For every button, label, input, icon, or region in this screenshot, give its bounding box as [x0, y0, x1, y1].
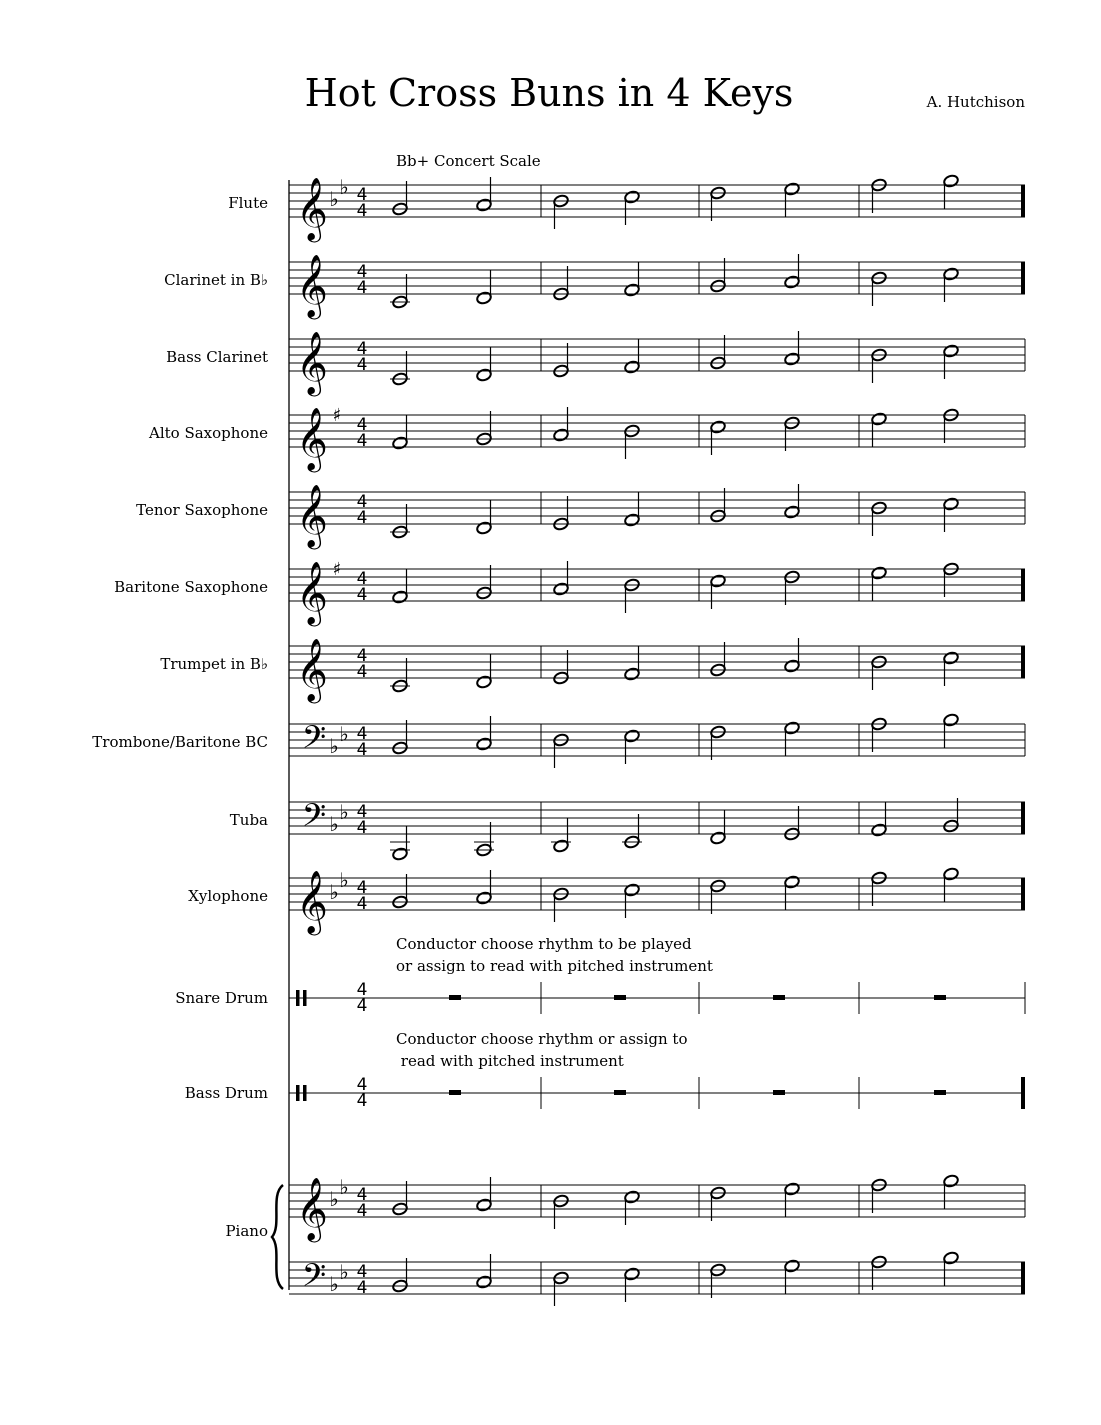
half-note-head	[624, 1267, 641, 1281]
flat-icon: ♭	[339, 800, 349, 824]
half-note-head	[476, 675, 493, 689]
time-sig-bottom: 4	[356, 201, 368, 221]
bass-clef-icon: 𝄢	[301, 719, 327, 763]
half-note-head	[943, 1251, 960, 1265]
half-note-head	[943, 174, 960, 188]
treble-clef-icon: 𝄞	[296, 407, 328, 470]
whole-rest	[934, 995, 946, 1000]
half-note-head	[476, 891, 493, 905]
time-sig-top: 4	[356, 646, 368, 666]
music-notation	[272, 174, 1025, 1306]
whole-rest	[614, 1090, 626, 1095]
sharp-icon: ♯	[332, 559, 342, 580]
half-note-head	[392, 847, 409, 861]
time-sig-top: 4	[356, 802, 368, 822]
time-sig-bottom: 4	[356, 1278, 368, 1298]
half-note-head	[392, 590, 409, 604]
bass-drum-instruction-line2: read with pitched instrument	[396, 1052, 624, 1070]
time-sig-bottom: 4	[356, 818, 368, 838]
time-sig-top: 4	[356, 492, 368, 512]
snare-instruction-line2: or assign to read with pitched instrument	[396, 957, 713, 975]
half-note-head	[943, 267, 960, 281]
time-sig-bottom: 4	[356, 431, 368, 451]
half-note-head	[624, 729, 641, 743]
half-note-head	[624, 667, 641, 681]
treble-clef-icon: 𝄞	[296, 561, 328, 624]
percussion-clef	[296, 990, 300, 1006]
time-sig-bottom: 4	[356, 996, 368, 1016]
label-bass-drum: Bass Drum	[184, 1084, 268, 1102]
half-note-head	[943, 713, 960, 727]
tempo-text: Bb+ Concert Scale	[396, 152, 541, 170]
time-sig-top: 4	[356, 1075, 368, 1095]
half-note-head	[624, 283, 641, 297]
flat-icon: ♭	[339, 1175, 349, 1199]
half-note-head	[624, 190, 641, 204]
whole-rest	[773, 1090, 785, 1095]
time-sig-bottom: 4	[356, 508, 368, 528]
label-bass-clarinet: Bass Clarinet	[166, 348, 268, 366]
label-clarinet: Clarinet in B♭	[164, 271, 268, 289]
treble-clef-icon: 𝄞	[296, 870, 328, 933]
half-note-head	[476, 521, 493, 535]
half-note-head	[710, 420, 727, 434]
half-note-head	[476, 291, 493, 305]
half-note-head	[553, 839, 570, 853]
final-bar-line	[1021, 185, 1025, 217]
half-note-head	[553, 582, 570, 596]
label-trumpet: Trumpet in B♭	[160, 655, 268, 673]
flat-icon: ♭	[329, 1187, 339, 1211]
composer: A. Hutchison	[926, 93, 1025, 111]
flat-icon: ♭	[329, 880, 339, 904]
label-flute: Flute	[228, 194, 268, 212]
flat-icon: ♭	[329, 812, 339, 836]
half-note-head	[624, 1190, 641, 1204]
half-note-head	[710, 831, 727, 845]
half-note-head	[784, 659, 801, 673]
time-sig-bottom: 4	[356, 740, 368, 760]
half-note-head	[943, 651, 960, 665]
treble-clef-icon: 𝄞	[296, 331, 328, 394]
final-bar-line	[1021, 1077, 1025, 1109]
whole-rest	[449, 1090, 461, 1095]
final-bar-line	[1021, 1262, 1025, 1294]
time-sig-bottom: 4	[356, 662, 368, 682]
final-bar-line	[1021, 802, 1025, 834]
half-note-head	[943, 497, 960, 511]
half-note-head	[392, 436, 409, 450]
time-sig-top: 4	[356, 1185, 368, 1205]
half-note-head	[476, 1198, 493, 1212]
flat-icon: ♭	[339, 175, 349, 199]
half-note-head	[476, 1275, 493, 1289]
treble-clef-icon: 𝄞	[296, 177, 328, 240]
bass-clef-icon: 𝄢	[301, 1257, 327, 1301]
half-note-head	[943, 867, 960, 881]
flat-icon: ♭	[329, 734, 339, 758]
bass-clef-icon: 𝄢	[301, 797, 327, 841]
flat-icon: ♭	[329, 187, 339, 211]
half-note-head	[943, 344, 960, 358]
time-sig-top: 4	[356, 185, 368, 205]
time-sig-bottom: 4	[356, 355, 368, 375]
half-note-head	[476, 737, 493, 751]
label-baritone-sax: Baritone Saxophone	[114, 578, 268, 596]
half-note-head	[784, 182, 801, 196]
time-sig-top: 4	[356, 980, 368, 1000]
treble-clef-icon: 𝄞	[296, 484, 328, 547]
final-bar-line	[1021, 262, 1025, 294]
half-note-head	[871, 566, 888, 580]
half-note-head	[784, 875, 801, 889]
half-note-head	[784, 352, 801, 366]
final-bar-line	[1021, 646, 1025, 678]
label-piano: Piano	[225, 1222, 268, 1240]
half-note-head	[784, 1259, 801, 1273]
whole-rest	[934, 1090, 946, 1095]
whole-rest	[449, 995, 461, 1000]
time-sig-top: 4	[356, 878, 368, 898]
flat-icon: ♭	[329, 1272, 339, 1296]
whole-rest	[614, 995, 626, 1000]
percussion-clef	[303, 990, 307, 1006]
half-note-head	[710, 574, 727, 588]
score-title: Hot Cross Buns in 4 Keys	[304, 71, 794, 115]
treble-clef-icon: 𝄞	[296, 638, 328, 701]
half-note-head	[784, 721, 801, 735]
label-snare: Snare Drum	[175, 989, 268, 1007]
flat-icon: ♭	[339, 722, 349, 746]
half-note-head	[476, 368, 493, 382]
half-note-head	[784, 1182, 801, 1196]
label-alto-sax: Alto Saxophone	[149, 424, 268, 442]
half-note-head	[784, 275, 801, 289]
half-note-head	[943, 1174, 960, 1188]
half-note-head	[871, 823, 888, 837]
time-sig-top: 4	[356, 1262, 368, 1282]
flat-icon: ♭	[339, 1260, 349, 1284]
half-note-head	[624, 513, 641, 527]
sharp-icon: ♯	[332, 405, 342, 426]
half-note-head	[624, 360, 641, 374]
half-note-head	[871, 412, 888, 426]
time-sig-top: 4	[356, 415, 368, 435]
bass-drum-instruction-line1: Conductor choose rhythm or assign to	[396, 1030, 688, 1048]
time-sig-top: 4	[356, 724, 368, 744]
piano-brace	[272, 1185, 283, 1289]
half-note-head	[784, 505, 801, 519]
half-note-head	[476, 198, 493, 212]
final-bar-line	[1021, 878, 1025, 910]
final-bar-line	[1021, 569, 1025, 601]
time-sig-bottom: 4	[356, 1201, 368, 1221]
time-sig-bottom: 4	[356, 585, 368, 605]
time-sig-top: 4	[356, 569, 368, 589]
label-xylophone: Xylophone	[188, 887, 268, 905]
whole-rest	[773, 995, 785, 1000]
half-note-head	[624, 883, 641, 897]
treble-clef-icon: 𝄞	[296, 1177, 328, 1240]
flat-icon: ♭	[339, 868, 349, 892]
time-sig-bottom: 4	[356, 1091, 368, 1111]
label-tuba: Tuba	[229, 811, 268, 829]
half-note-head	[553, 428, 570, 442]
time-sig-bottom: 4	[356, 278, 368, 298]
time-sig-bottom: 4	[356, 894, 368, 914]
time-sig-top: 4	[356, 339, 368, 359]
treble-clef-icon: 𝄞	[296, 254, 328, 317]
percussion-clef	[303, 1085, 307, 1101]
snare-instruction-line1: Conductor choose rhythm to be played	[396, 935, 692, 953]
label-tenor-sax: Tenor Saxophone	[136, 501, 268, 519]
label-trombone: Trombone/Baritone BC	[92, 733, 268, 751]
time-sig-top: 4	[356, 262, 368, 282]
percussion-clef	[296, 1085, 300, 1101]
